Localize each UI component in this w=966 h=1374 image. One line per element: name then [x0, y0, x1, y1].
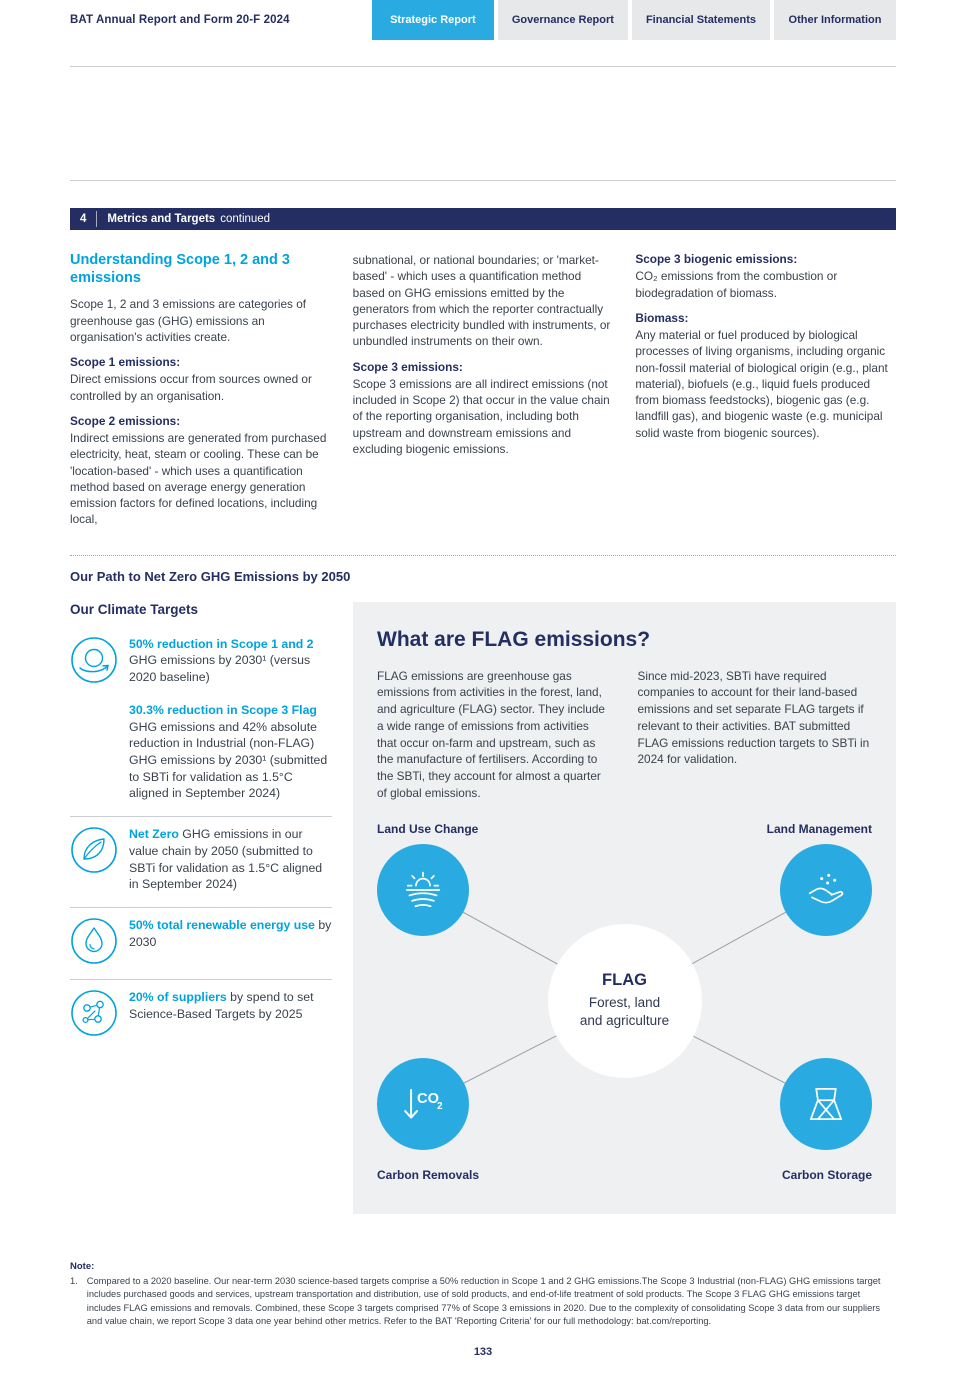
flag-diagram	[377, 822, 872, 1190]
climate-target-text	[129, 636, 332, 802]
target-detail: GHG emissions and 42% absolute reduction in Industrial (non-FLAG) GHG emissions by 2030¹ (submitted to SBTi for validation as 1.5°C aligned in September 2024)	[129, 719, 328, 801]
net-zero-leaf-icon	[70, 826, 118, 874]
glossary-heading: Understanding Scope 1, 2 and 3 emissions	[70, 252, 290, 287]
node-label-carbon-removals: Carbon Removals	[377, 1167, 480, 1182]
section-title: Metrics and Targets	[107, 213, 216, 225]
climate-target-group-suppliers	[70, 980, 332, 1051]
section-separator	[96, 211, 97, 227]
climate-targets-heading: Our Climate Targets	[70, 601, 199, 617]
scope3-label: Scope 3 emissions:	[352, 359, 463, 374]
target-highlight: 50% reduction in Scope 1 and 2	[129, 636, 314, 651]
target-detail: by spend to set Science-Based Targets by 2025	[129, 990, 314, 1021]
flag-description	[377, 668, 872, 802]
scope2-text-continuation: subnational, or national boundaries; or 'market-based' - which uses a quantification method based on GHG emissions emitted by the generators from which the reporter contractually purchases electricity bundled with instruments, or unbundled instruments on their own.	[352, 253, 611, 349]
scope2-label: Scope 2 emissions:	[70, 413, 181, 428]
target-highlight: 20% of suppliers	[129, 990, 227, 1005]
flag-title: What are FLAG emissions?	[377, 627, 651, 651]
target-highlight: 50% total renewable energy use	[129, 918, 315, 933]
node-label-carbon-storage: Carbon Storage	[781, 1167, 872, 1182]
target-renewable-energy	[129, 917, 332, 950]
target-highlight: Net Zero	[129, 827, 179, 842]
target-scope3-flag	[129, 702, 332, 802]
scope-glossary	[70, 251, 896, 528]
glossary-column-2	[353, 251, 614, 528]
flag-paragraph-1: FLAG emissions are greenhouse gas emissions from activities in the forest, land, and agriculture (FLAG) sector. They include a wide range of emissions from activities that occur on-farm and upstream, such as the manufacture of fertilisers. According to the SBTi, they account for almost a quarter of global emissions.	[377, 668, 605, 800]
report-title: BAT Annual Report and Form 20-F 2024	[70, 14, 290, 26]
climate-target-group-scope12	[70, 627, 332, 816]
co2-text: CO	[417, 1090, 439, 1107]
climate-target-text	[129, 989, 332, 1037]
content-top-divider	[70, 180, 896, 181]
target-highlight: 30.3% reduction in Scope 3 Flag	[129, 702, 317, 717]
flag-center-line1: Forest, land	[588, 995, 661, 1011]
renewable-droplet-icon	[70, 917, 118, 965]
climate-target-text	[129, 917, 332, 965]
target-suppliers	[129, 989, 332, 1022]
co2-subscript: 2	[437, 1100, 443, 1112]
climate-targets-panel	[70, 602, 332, 1051]
tab-other-information[interactable]: Other Information	[774, 0, 896, 40]
glossary-column-1	[70, 251, 331, 528]
climate-target-text	[129, 826, 332, 893]
flag-center-title: FLAG	[602, 971, 647, 990]
land-use-change-icon	[397, 864, 449, 916]
flag-center-subtitle	[580, 994, 669, 1030]
biogenic-label: Scope 3 biogenic emissions:	[635, 252, 798, 266]
node-label-land-use-change: Land Use Change	[377, 821, 479, 836]
section-number: 4	[80, 213, 87, 225]
scope2-text: Indirect emissions are generated from purchased electricity, heat, steam or cooling. These can be 'location-based' - which uses a quantification method based on average energy generation emission factors for defined locations, including local,	[70, 431, 327, 527]
target-detail: by 2030	[129, 918, 332, 949]
glossary-column-3	[635, 251, 896, 528]
node-label-land-management: Land Management	[766, 821, 872, 836]
tab-financial-statements[interactable]: Financial Statements	[632, 0, 770, 40]
glossary-intro: Scope 1, 2 and 3 emissions are categories of greenhouse gas (GHG) emissions an organisation's activities create.	[70, 297, 307, 344]
target-net-zero	[129, 826, 332, 893]
note-label: Note:	[70, 1260, 95, 1272]
scope-reduction-icon	[70, 636, 118, 684]
lower-section	[70, 602, 896, 1214]
flag-center-line2: and agriculture	[579, 1013, 670, 1029]
flag-paragraph-2: Since mid-2023, SBTi have required companies to account for their land-based emissions and set separate FLAG targets if relevant to their activities. BAT submitted FLAG emissions reduction targets to SBTi in 2024 for validation.	[637, 668, 870, 767]
node-carbon-storage	[780, 1058, 872, 1150]
biomass-text: Any material or fuel produced by biological processes of living organisms, including organic non-fossil material of biological origin (e.g., plant material), biofuels (e.g., liquid fuels produced from biomass feedstocks), biogenic gas (e.g. landfill gas), and biogenic waste (e.g. municipal solid waste from biogenic sources).	[635, 328, 888, 440]
node-carbon-removals	[377, 1058, 469, 1150]
climate-target-group-renewables	[70, 908, 332, 979]
footnote-section	[70, 1260, 896, 1328]
target-detail: GHG emissions by 2030¹ (versus 2020 baseline)	[129, 653, 311, 685]
dotted-divider	[70, 555, 896, 556]
tab-strategic-report[interactable]: Strategic Report	[372, 0, 494, 40]
top-header	[0, 0, 966, 40]
node-land-use-change	[377, 844, 469, 936]
suppliers-molecule-icon	[70, 989, 118, 1037]
node-land-management	[780, 844, 872, 936]
climate-target-group-net-zero	[70, 817, 332, 907]
net-zero-path-heading: Our Path to Net Zero GHG Emissions by 2050	[70, 568, 351, 584]
scope1-label: Scope 1 emissions:	[70, 355, 181, 370]
carbon-storage-icon	[800, 1078, 852, 1130]
flag-center-circle	[548, 924, 702, 1078]
biomass-label: Biomass:	[635, 310, 689, 325]
scope1-text: Direct emissions occur from sources owned or controlled by an organisation.	[70, 372, 312, 403]
header-divider	[70, 66, 896, 67]
flag-emissions-panel	[353, 602, 896, 1214]
target-scope12	[129, 636, 332, 686]
page-number: 133	[473, 1345, 493, 1358]
footnote-1	[70, 1275, 896, 1328]
land-management-icon	[800, 864, 852, 916]
tab-governance-report[interactable]: Governance Report	[498, 0, 628, 40]
target-detail: GHG emissions in our value chain by 2050 (submitted to SBTi for validation as 1.5°C aligned in September 2024)	[129, 827, 323, 892]
footnote-text: Compared to a 2020 baseline. Our near-term 2030 science-based targets comprise a 50% reduction in Scope 1 and 2 GHG emissions.The Scope 3 Industrial (non-FLAG) GHG emissions target includes purchased goods and services, upstream transportation and distribution, use of sold products, and end-of-life treatment of sold products. The Scope 3 FLAG GHG emissions target includes FLAG emissions and removals. Combined, these Scope 3 targets comprised 77% of Scope 3 emissions in 2020. Due to the complexity of consolidating Scope 3 data from our suppliers and value chain, we report Scope 3 data one year behind other metrics. Refer to the BAT 'Reporting Criteria' for our full methodology: bat.com/reporting.	[86, 1276, 881, 1326]
footnote-number: 1.	[70, 1276, 78, 1287]
biogenic-text: CO₂ emissions from the combustion or biodegradation of biomass.	[635, 269, 838, 300]
report-section-tabs	[372, 0, 896, 40]
section-bar	[70, 208, 896, 230]
section-continued: continued	[220, 213, 271, 225]
scope3-text: Scope 3 emissions are all indirect emissions (not included in Scope 2) that occur in the value chain of the reporting organisation, including both upstream and downstream emissions and excluding biogenic emissions.	[352, 376, 610, 456]
carbon-removals-icon	[397, 1078, 449, 1130]
